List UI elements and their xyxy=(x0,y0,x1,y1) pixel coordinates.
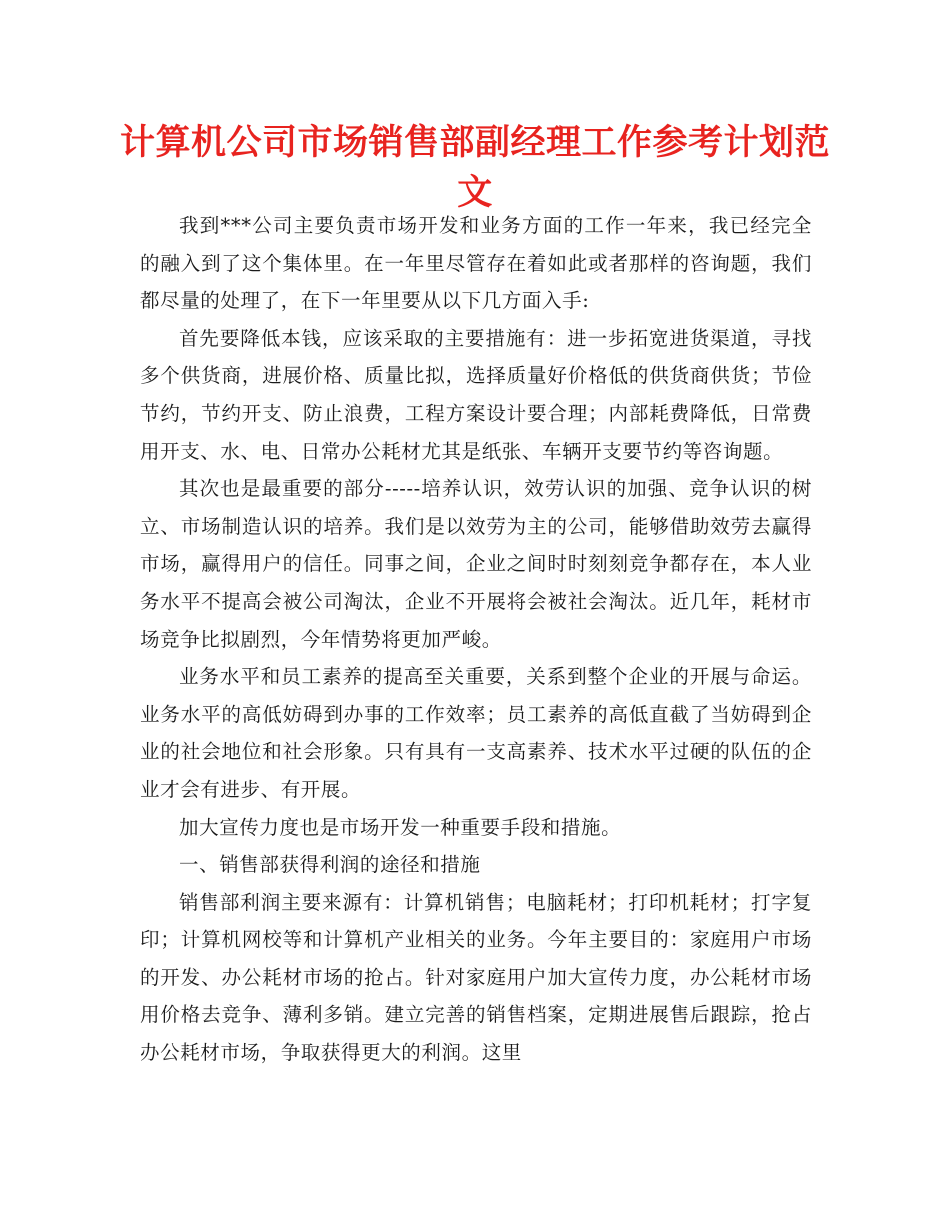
paragraph-staff-quality: 业务水平和员工素养的提高至关重要，关系到整个企业的开展与命运。业务水平的高低妨碍到办事的工作效率；员工素养的高低直截了当妨碍到企业的社会地位和社会形象。只有具有一支高素养、技术水平过硬的队伍的企业才会有进步、有开展。 xyxy=(140,665,812,801)
paragraph-cost-reduction: 首先要降低本钱，应该采取的主要措施有：进一步拓宽进货渠道，寻找多个供货商，进展价格、质量比拟，选择质量好价格低的供货商供货；节俭节约，节约开支、防止浪费，工程方案设计要合理；内部耗费降低，日常费用开支、水、电、日常办公耗材尤其是纸张、车辆开支要节约等咨询题。 xyxy=(140,326,812,463)
document-title: 计算机公司市场销售部副经理工作参考计划范文 xyxy=(120,123,831,213)
paragraph-awareness: 其次也是最重要的部分-----培养认识，效劳认识的加强、竞争认识的树立、市场制造认识的培养。我们是以效劳为主的公司，能够借助效劳去赢得市场，赢得用户的信任。同事之间，企业之间时时刻刻竞争都存在，本人业务水平不提高会被公司淘汰，企业不开展将会被社会淘汰。近几年，耗材市场竞争比拟剧烈，今年情势将更加严峻。 xyxy=(140,477,812,651)
paragraph-publicity: 加大宣传力度也是市场开发一种重要手段和措施。 xyxy=(179,815,622,839)
document-body xyxy=(140,207,812,1072)
paragraph-intro: 我到***公司主要负责市场开发和业务方面的工作一年来，我已经完全的融入到了这个集体里。在一年里尽管存在着如此或者那样的咨询题，我们都尽量的处理了，在下一年里要从以下几方面入手: xyxy=(140,214,812,313)
section-heading-profit: 一、销售部获得利润的途径和措施 xyxy=(179,853,481,877)
paragraph-profit-sources: 销售部利润主要来源有：计算机销售；电脑耗材；打印机耗材；打字复印；计算机网校等和计算机产业相关的业务。今年主要目的：家庭用户市场的开发、办公耗材市场的抢占。针对家庭用户加大宣传力度，办公耗材市场用价格去竞争、薄利多销。建立完善的销售档案，定期进展售后跟踪，抢占办公耗材市场，争取获得更大的利润。这里 xyxy=(140,890,812,1065)
